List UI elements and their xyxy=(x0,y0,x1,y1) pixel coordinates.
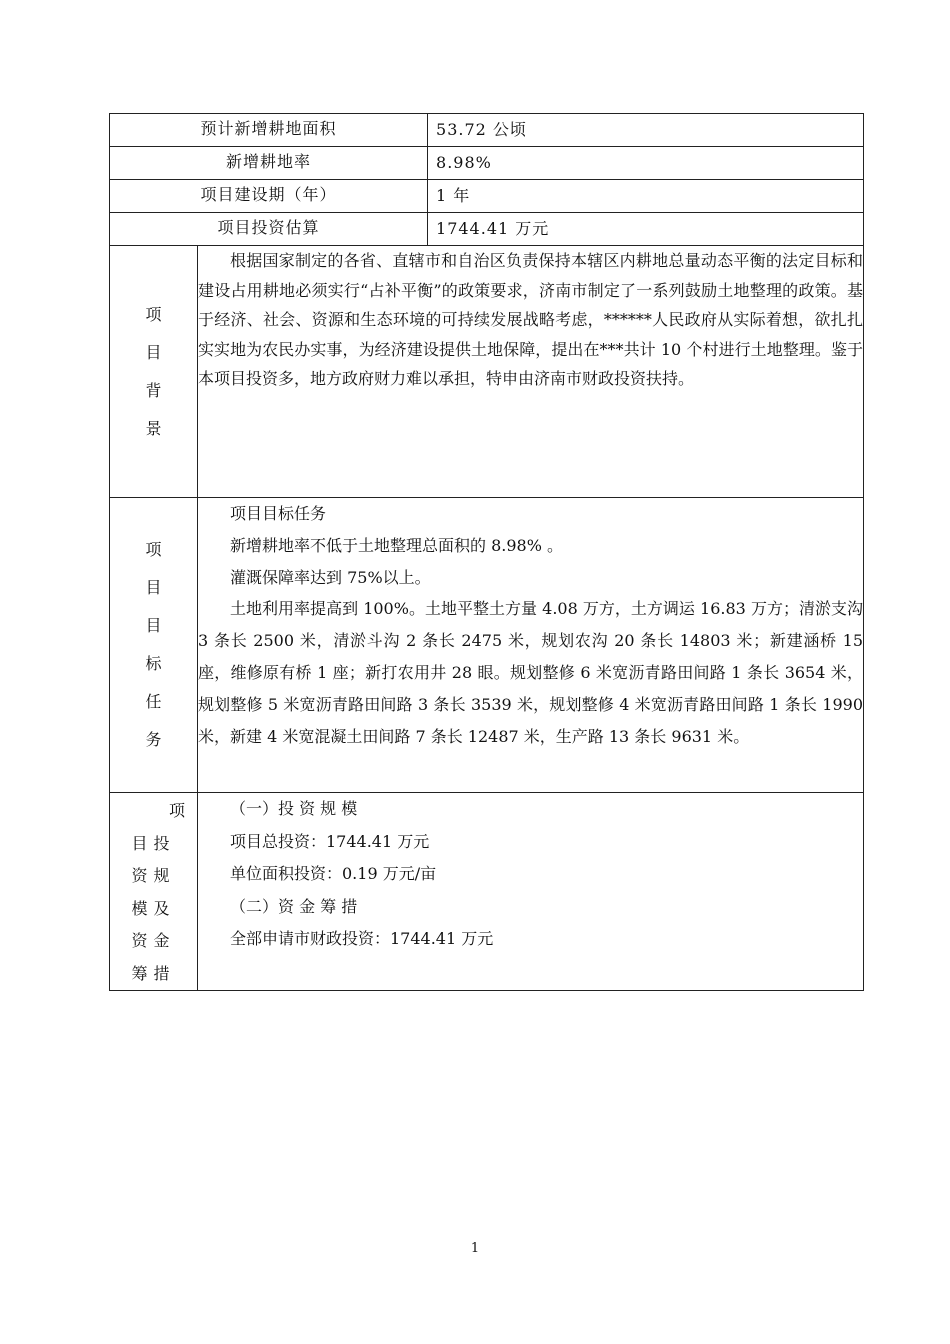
targets-label-char: 任 xyxy=(145,692,162,711)
investment-label-line: 资规 xyxy=(131,866,176,885)
investment-label-line: 筹措 xyxy=(131,963,176,983)
background-label-char: 背 xyxy=(145,380,162,400)
table-row xyxy=(110,213,864,246)
table-row xyxy=(110,114,864,147)
background-label-char: 项 xyxy=(145,304,162,324)
targets-label-char: 项 xyxy=(145,540,162,559)
background-label-char: 景 xyxy=(145,418,162,438)
new-farmland-rate-label: 新增耕地率 xyxy=(110,147,428,180)
investment-content xyxy=(198,793,864,991)
investment-estimate-label: 项目投资估算 xyxy=(110,213,428,246)
investment-label xyxy=(110,793,198,991)
new-farmland-area-value: 53.72 公顷 xyxy=(428,114,864,147)
new-farmland-area-label: 预计新增耕地面积 xyxy=(110,114,428,147)
investment-label-line: 资金 xyxy=(131,931,176,950)
targets-label-char: 务 xyxy=(145,730,162,749)
funding-heading: （二）资 金 筹 措 xyxy=(230,896,358,916)
funding-source: 全部申请市财政投资：1744.41 万元 xyxy=(230,929,494,948)
investment-unit: 单位面积投资：0.19 万元/亩 xyxy=(230,864,437,883)
targets-heading: 项目目标任务 xyxy=(230,504,327,523)
construction-period-label: 项目建设期（年） xyxy=(110,180,428,213)
table-row xyxy=(110,180,864,213)
targets-label-char: 目 xyxy=(145,578,162,597)
targets-line-works: 土地利用率提高到 100%。土地平整土方量 4.08 万方，土方调运 16.83 万方；清淤支沟 3 条长 2500 米，清淤斗沟 2 条长 2475 米，规划农沟 20 条长 14803 米；新建涵桥 15 座，维修原有桥 1 座；新打农用井 28 眼。规划整修 6 米宽沥青路田间路 1 条长 3654 米，规划整修 5 米宽沥青路田间路 3 条长 3539 米，规划整修 4 米宽沥青路田间路 1 条长 1990 米，新建 4 米宽混凝土田间路 7 条长 12487 米，生产路 13 条长 9631 米。 xyxy=(198,599,864,746)
targets-label xyxy=(110,498,198,793)
table-row xyxy=(110,246,864,498)
targets-content xyxy=(198,498,864,793)
background-label xyxy=(110,246,198,498)
table-row xyxy=(110,498,864,793)
page-number: 1 xyxy=(470,1241,480,1256)
investment-label-line: 目投 xyxy=(131,833,176,853)
targets-line-irrigation: 灌溉保障率达到 75%以上。 xyxy=(230,567,431,587)
table-row xyxy=(110,147,864,180)
background-label-char: 目 xyxy=(145,342,162,362)
table-row xyxy=(110,793,864,991)
project-info-table xyxy=(109,113,864,991)
investment-scale-heading: （一）投 资 规 模 xyxy=(230,799,358,818)
investment-label-line: 模及 xyxy=(131,898,176,918)
targets-label-char: 标 xyxy=(145,654,162,673)
investment-total: 项目总投资：1744.41 万元 xyxy=(230,831,430,851)
construction-period-value: 1 年 xyxy=(428,180,864,213)
background-text: 根据国家制定的各省、直辖市和自治区负责保持本辖区内耕地总量动态平衡的法定目标和建设占用耕地必须实行“占补平衡”的政策要求，济南市制定了一系列鼓励土地整理的政策。基于经济、社会、资源和生态环境的可持续发展战略考虑，******人民政府从实际着想，欲扎扎实实地为农民办实事，为经济建设提供土地保障，提出在***共计 10 个村进行土地整理。鉴于本项目投资多，地方政府财力难以承担，特申由济南市财政投资扶持。 xyxy=(198,251,864,388)
new-farmland-rate-value: 8.98% xyxy=(428,147,864,180)
investment-label-line: 项 xyxy=(168,801,191,820)
investment-estimate-value: 1744.41 万元 xyxy=(428,213,864,246)
targets-line-rate: 新增耕地率不低于土地整理总面积的 8.98% 。 xyxy=(230,535,564,555)
targets-label-char: 目 xyxy=(145,616,162,635)
background-content xyxy=(198,246,864,498)
